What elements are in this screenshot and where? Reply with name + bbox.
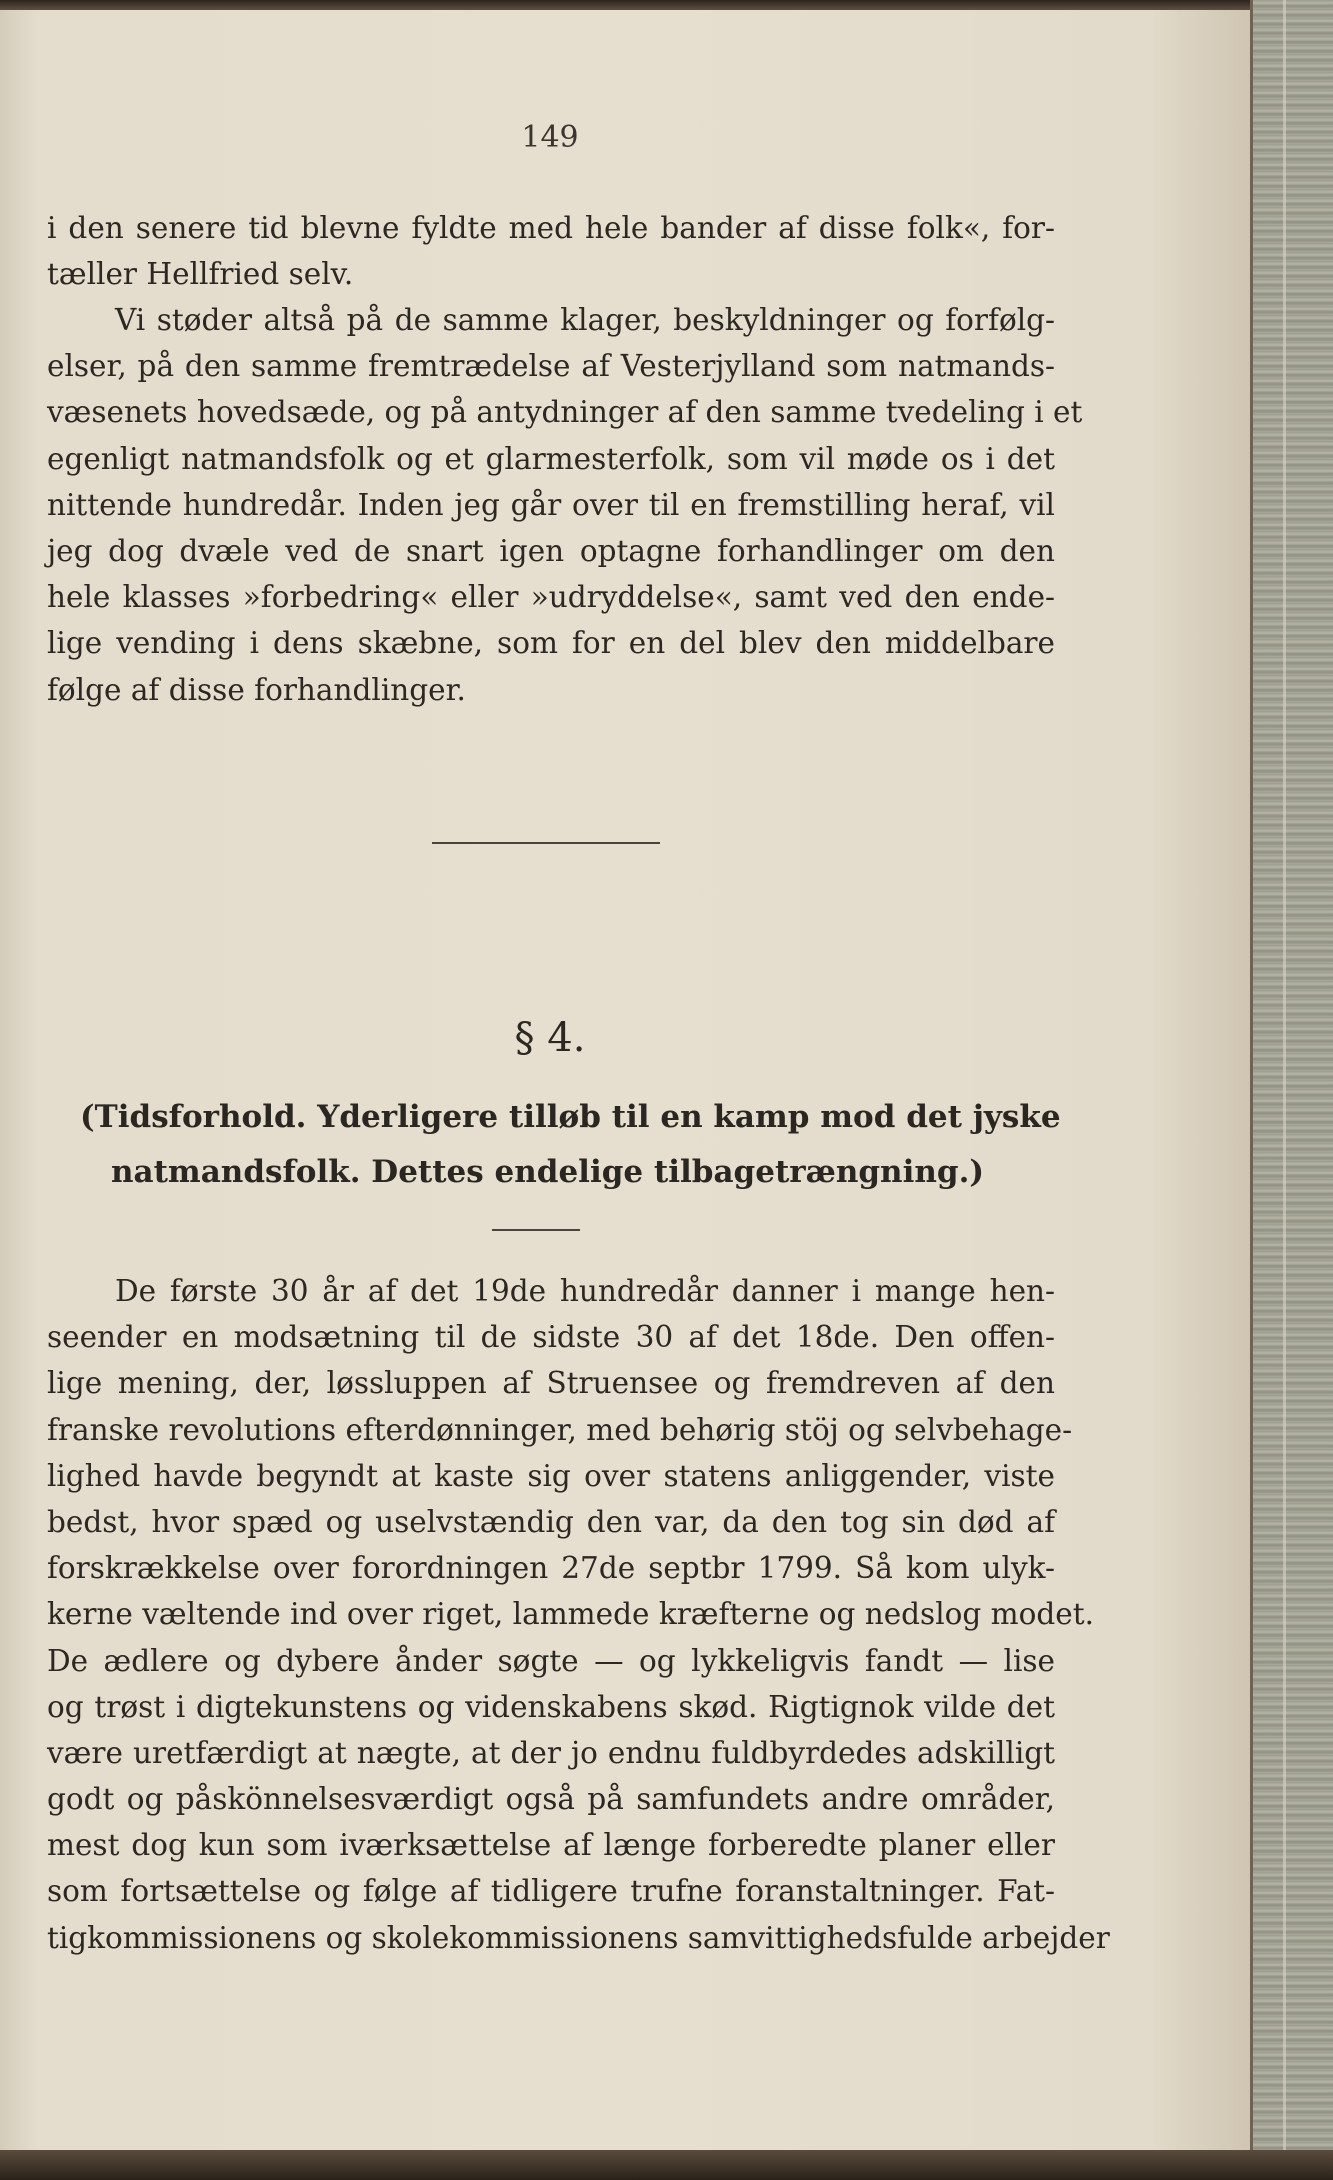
paragraph (47, 297, 1083, 713)
text-line: som fortsættelse og følge af tidligere trufne foranstaltninger. Fat- (47, 1874, 1055, 1909)
paragraph (47, 1268, 1110, 1961)
short-rule (492, 1229, 580, 1231)
text-line: og trøst i digtekunstens og videnskabens skød. Rigtignok vilde det (47, 1689, 1055, 1724)
separator-rule (432, 842, 660, 844)
text-line: lige vending i dens skæbne, som for en del blev den middelbare (47, 626, 1055, 661)
text-line: franske revolutions efterdønninger, med behørig stöj og selvbehage- (47, 1412, 1073, 1447)
text-line: nittende hundredår. Inden jeg går over til en fremstilling heraf, vil (47, 487, 1055, 522)
text-line: være uretfærdigt at nægte, at der jo endnu fuldbyrdedes adskilligt (47, 1735, 1055, 1770)
page-number: 149 (521, 120, 579, 155)
text-line: seender en modsætning til de sidste 30 af det 18de. Den offen- (47, 1320, 1055, 1355)
section-heading (80, 1090, 1061, 1200)
heading-line: natmandsfolk. Dettes endelige tilbagetrængning.) (110, 1154, 985, 1190)
text-line: egenligt natmandsfolk og et glarmesterfolk, som vil møde os i det (47, 441, 1055, 476)
text-line: De første 30 år af det 19de hundredår danner i mange hen- (115, 1274, 1055, 1308)
section-number: § 4. (514, 1015, 586, 1061)
text-line: tæller Hellfried selv. (47, 257, 354, 292)
text-line: tigkommissionens og skolekommissionens samvittighedsfulde arbejder (47, 1920, 1110, 1955)
paragraph-continuation (47, 205, 1055, 297)
text-line: mest dog kun som iværksættelse af længe forberedte planer eller (47, 1828, 1055, 1863)
text-line: kerne væltende ind over riget, lammede kræfterne og nedslog modet. (47, 1597, 1094, 1632)
text-line: Vi støder altså på de samme klager, beskyldninger og forfølg- (115, 303, 1055, 337)
text-line: De ædlere og dybere ånder søgte — og lykkeligvis fandt — lise (47, 1643, 1055, 1678)
text-line: godt og påskönnelsesværdigt også på samfundets andre områder, (47, 1782, 1055, 1817)
text-line: jeg dog dvæle ved de snart igen optagne forhandlinger om den (47, 533, 1055, 568)
text-line: i den senere tid blevne fyldte med hele bander af disse folk«, for- (47, 211, 1055, 245)
text-line: væsenets hovedsæde, og på antydninger af den samme tvedeling i et (47, 395, 1083, 430)
text-line: lige mening, der, løssluppen af Struensee og fremdreven af den (47, 1366, 1055, 1401)
heading-line: (Tidsforhold. Yderligere tilløb til en kamp mod det jyske (80, 1099, 1061, 1135)
text-line: hele klasses »forbedring« eller »udryddelse«, samt ved den ende- (47, 580, 1055, 615)
book-binding (1250, 0, 1333, 2180)
text-line: følge af disse forhandlinger. (47, 672, 466, 707)
book-bottom-edge (0, 2150, 1333, 2180)
text-line: forskrækkelse over forordningen 27de septbr 1799. Så kom ulyk- (47, 1551, 1055, 1586)
text-line: elser, på den samme fremtrædelse af Vesterjylland som natmands- (47, 349, 1055, 384)
text-line: bedst, hvor spæd og uselvstændig den var, da den tog sin død af (47, 1504, 1055, 1539)
text-line: lighed havde begyndt at kaste sig over statens anliggender, viste (47, 1458, 1055, 1493)
